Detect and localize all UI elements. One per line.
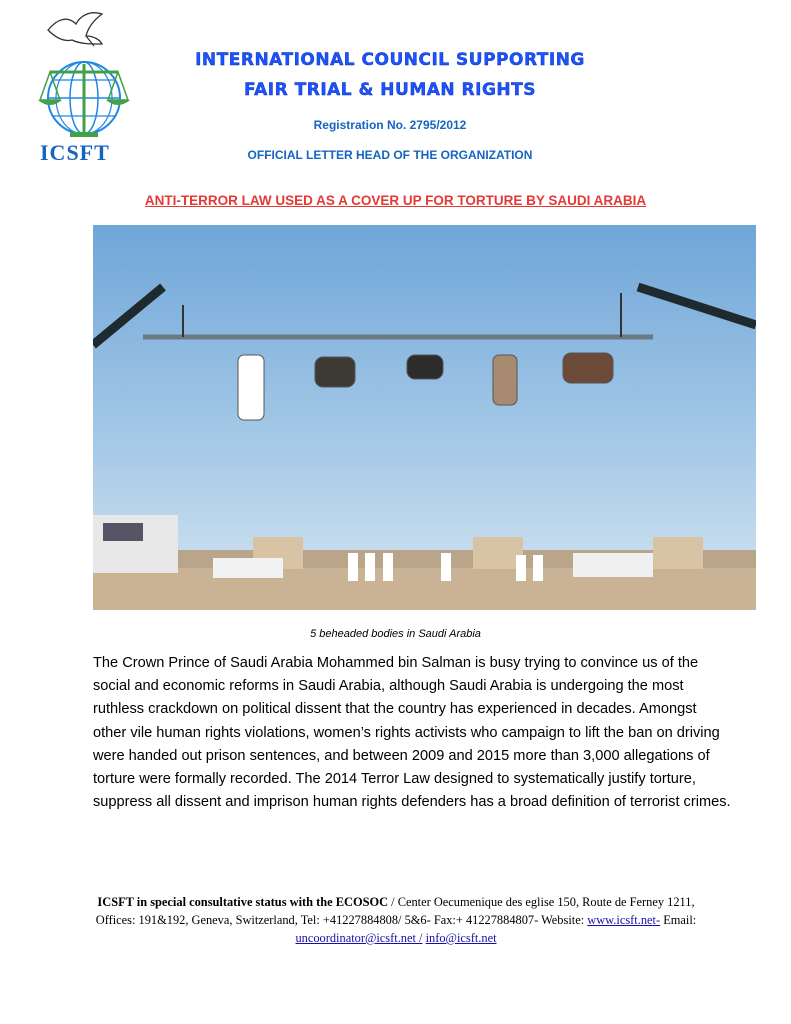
email-label: Email: bbox=[660, 913, 697, 927]
email-link-info[interactable]: info@icsft.net bbox=[425, 931, 497, 945]
footer bbox=[90, 893, 702, 947]
letterhead-label: OFFICIAL LETTER HEAD OF THE ORGANIZATION bbox=[247, 148, 533, 162]
org-title-line2: FAIR TRIAL & HUMAN RIGHTS bbox=[243, 80, 536, 100]
logo-name: ICSFT bbox=[40, 140, 110, 165]
email-link-coordinator[interactable]: uncoordinator@icsft.net / bbox=[295, 931, 423, 945]
registration-number: Registration No. 2795/2012 bbox=[313, 118, 467, 132]
photo-caption: 5 beheaded bodies in Saudi Arabia bbox=[310, 628, 481, 640]
org-title-line1: INTERNATIONAL COUNCIL SUPPORTING bbox=[195, 50, 585, 70]
footer-address: / Center Oecumenique des eglise 150, Route de Ferney 1211, Offices: 191&192, Geneva, Switzerland, Tel: +41227884808/ 5&6- Fax:+ 41227884807- Website: bbox=[95, 895, 695, 927]
execution-photo bbox=[93, 225, 756, 610]
footer-status: ICSFT in special consultative status with the ECOSOC bbox=[97, 895, 389, 909]
website-link[interactable]: www.icsft.net- bbox=[587, 913, 661, 927]
article-body: The Crown Prince of Saudi Arabia Mohammed bin Salman is busy trying to convince us of the social and economic reforms in Saudi Arabia, although Saudi Arabia is undergoing the most ruthless crackdown on political dissent that the country has experienced in decades. Amongst other vile human rights violations, women’s rights activists who campaign to lift the ban on driving were handed out prison sentences, and between 2009 and 2015 more than 3,000 allegations of torture were formally recorded. The 2014 Terror Law designed to systematically justify torture, suppress all dissent and imprison human rights defenders has a broad definition of terrorist crimes. bbox=[93, 655, 731, 811]
article-headline: ANTI-TERROR LAW USED AS A COVER UP FOR TORTURE BY SAUDI ARABIA bbox=[144, 193, 647, 208]
